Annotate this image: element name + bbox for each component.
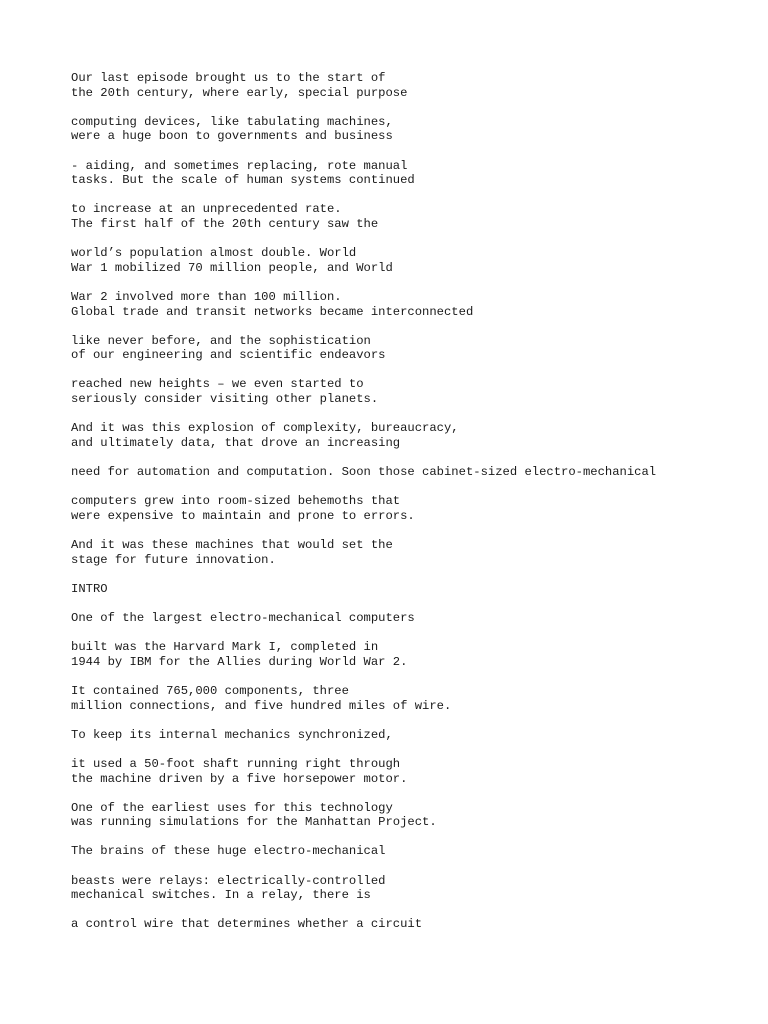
paragraph <box>71 917 761 932</box>
text-line: million connections, and five hundred miles of wire. <box>71 698 452 713</box>
paragraph <box>71 874 761 903</box>
text-line: computers grew into room-sized behemoths that <box>71 494 401 509</box>
text-line: The first half of the 20th century saw the <box>71 216 379 231</box>
paragraph <box>71 159 761 188</box>
text-line: - aiding, and sometimes replacing, rote manual <box>71 158 408 173</box>
text-line: the 20th century, where early, special purpose <box>71 85 408 100</box>
paragraph <box>71 640 761 669</box>
paragraph <box>71 71 761 100</box>
text-line: 1944 by IBM for the Allies during World War 2. <box>71 654 408 669</box>
text-line: a control wire that determines whether a circuit <box>71 917 423 932</box>
paragraph <box>71 582 761 597</box>
text-line: Global trade and transit networks became interconnected <box>71 304 474 319</box>
paragraph <box>71 728 761 743</box>
paragraph <box>71 377 761 406</box>
text-line: need for automation and computation. Soon those cabinet-sized electro-mechanical <box>71 465 657 480</box>
text-line: beasts were relays: electrically-controlled <box>71 873 386 888</box>
paragraph <box>71 538 761 567</box>
text-line: reached new heights – we even started to <box>71 377 364 392</box>
paragraph <box>71 290 761 319</box>
paragraph <box>71 202 761 231</box>
text-line: were a huge boon to governments and business <box>71 129 393 144</box>
paragraph <box>71 115 761 144</box>
text-line: And it was this explosion of complexity, bureaucracy, <box>71 421 459 436</box>
text-line: One of the earliest uses for this technology <box>71 800 393 815</box>
text-line: of our engineering and scientific endeavors <box>71 348 386 363</box>
text-line: The brains of these huge electro-mechanical <box>71 844 386 859</box>
paragraph <box>71 334 761 363</box>
paragraph <box>71 465 761 480</box>
paragraph <box>71 421 761 450</box>
text-line: it used a 50-foot shaft running right through <box>71 756 401 771</box>
paragraph <box>71 611 761 626</box>
paragraph <box>71 844 761 859</box>
text-line: tasks. But the scale of human systems continued <box>71 173 415 188</box>
text-line: stage for future innovation. <box>71 552 276 567</box>
paragraph <box>71 246 761 275</box>
text-line: One of the largest electro-mechanical computers <box>71 610 415 625</box>
text-line: world’s population almost double. World <box>71 246 357 261</box>
text-line: mechanical switches. In a relay, there is <box>71 888 371 903</box>
text-line: were expensive to maintain and prone to errors. <box>71 508 415 523</box>
text-line: to increase at an unprecedented rate. <box>71 202 342 217</box>
paragraph <box>71 757 761 786</box>
text-line: seriously consider visiting other planets. <box>71 392 379 407</box>
transcript-text <box>71 71 761 947</box>
text-line: It contained 765,000 components, three <box>71 683 349 698</box>
text-line: and ultimately data, that drove an increasing <box>71 435 401 450</box>
paragraph <box>71 684 761 713</box>
text-line: computing devices, like tabulating machines, <box>71 114 393 129</box>
text-line: To keep its internal mechanics synchronized, <box>71 727 393 742</box>
text-line: War 2 involved more than 100 million. <box>71 289 342 304</box>
text-line: built was the Harvard Mark I, completed in <box>71 640 379 655</box>
text-line: Our last episode brought us to the start of <box>71 71 386 85</box>
text-line: was running simulations for the Manhattan Project. <box>71 815 437 830</box>
text-line: the machine driven by a five horsepower motor. <box>71 771 408 786</box>
text-line: War 1 mobilized 70 million people, and World <box>71 260 393 275</box>
text-line: INTRO <box>71 581 108 596</box>
paragraph <box>71 801 761 830</box>
text-line: like never before, and the sophistication <box>71 333 371 348</box>
text-line: And it was these machines that would set the <box>71 538 393 552</box>
paragraph <box>71 494 761 523</box>
